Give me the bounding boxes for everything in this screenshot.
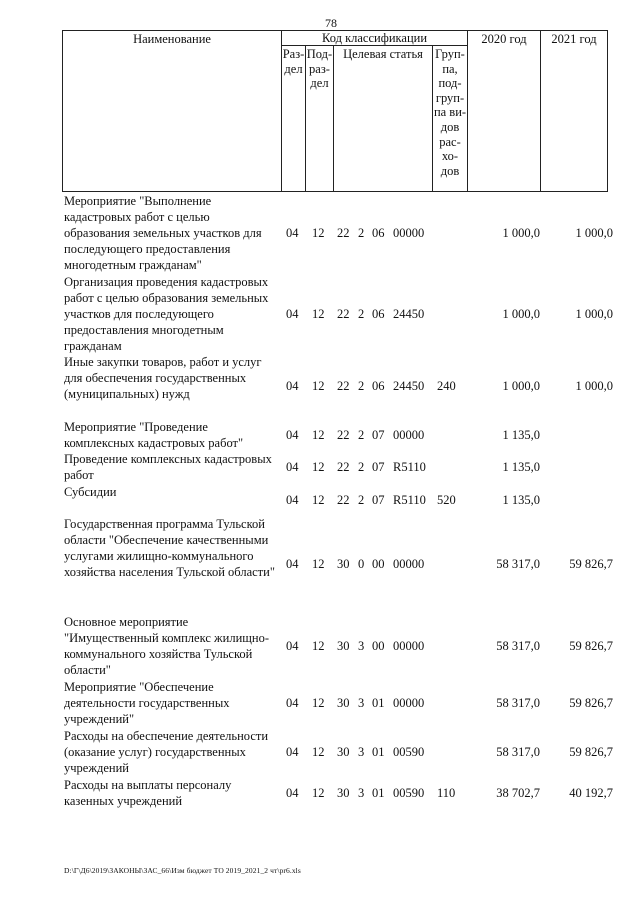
row-target-direction: 00000 (393, 639, 425, 653)
row-name: Мероприятие "Проведение комплексных кадастровых работ" (64, 420, 244, 450)
row-subsection: 12 (312, 428, 325, 442)
row-target-event: 06 (372, 379, 385, 393)
row-amount-2021: 1 000,0 (575, 307, 613, 321)
row-name: Расходы на обеспечение деятельности (оказание услуг) государственных учреждений (64, 729, 269, 775)
header-target: Целевая статья (343, 47, 423, 61)
row-name: Организация проведения кадастровых работ с целью образования земельных участков для последующего предоставления многодетным гражданам (64, 275, 269, 353)
row-amount-2021: 1 000,0 (575, 379, 613, 393)
row-target-event: 01 (372, 696, 385, 710)
row-target-program: 30 (337, 696, 350, 710)
row-amount-2020: 1 135,0 (502, 428, 540, 442)
row-target-subprogram: 2 (358, 460, 365, 474)
row-target-subprogram: 3 (358, 745, 365, 759)
row-name: Проведение комплексных кадастровых работ (64, 452, 272, 482)
row-amount-2021: 59 826,7 (569, 745, 613, 759)
row-target-event: 01 (372, 745, 385, 759)
row-section: 04 (286, 745, 299, 759)
header-divider-group (467, 30, 468, 191)
row-target-subprogram: 2 (358, 307, 365, 321)
row-name: Иные закупки товаров, работ и услуг для обеспечения государственных (муниципальных) нужд (64, 355, 262, 401)
row-target-event: 07 (372, 428, 385, 442)
row-section: 04 (286, 307, 299, 321)
row-target-event: 07 (372, 460, 385, 474)
row-amount-2021: 59 826,7 (569, 557, 613, 571)
row-name: Мероприятие "Обеспечение деятельности государственных учреждений" (64, 680, 230, 726)
row-target-program: 22 (337, 460, 350, 474)
row-name: Расходы на выплаты персоналу казенных учреждений (64, 778, 232, 808)
row-target-direction: 00000 (393, 226, 425, 240)
row-target-subprogram: 0 (358, 557, 365, 571)
row-amount-2020: 1 135,0 (502, 493, 540, 507)
row-section: 04 (286, 460, 299, 474)
row-subsection: 12 (312, 226, 325, 240)
row-target-direction: 24450 (393, 379, 425, 393)
row-amount-2020: 58 317,0 (496, 745, 540, 759)
file-path-footer: D:\Г\Д6\2019\ЗАКОНЫ\ЗАС_66\Изм бюджет ТО 2019_2021_2 чт\pr6.xls (64, 866, 301, 875)
row-amount-2020: 1 000,0 (502, 307, 540, 321)
row-target-direction: R5110 (393, 460, 426, 474)
header-year-2020: 2020 год (481, 32, 527, 46)
row-subsection: 12 (312, 745, 325, 759)
row-subsection: 12 (312, 557, 325, 571)
row-target-event: 00 (372, 639, 385, 653)
row-target-direction: R5110 (393, 493, 426, 507)
row-amount-2020: 58 317,0 (496, 557, 540, 571)
row-target-program: 22 (337, 226, 350, 240)
row-amount-2020: 58 317,0 (496, 696, 540, 710)
row-target-event: 07 (372, 493, 385, 507)
row-section: 04 (286, 379, 299, 393)
row-target-direction: 00590 (393, 745, 425, 759)
row-amount-2021: 59 826,7 (569, 696, 613, 710)
header-divider-year (540, 30, 541, 191)
row-subsection: 12 (312, 639, 325, 653)
row-section: 04 (286, 226, 299, 240)
header-subsection: Под- раз- дел (306, 47, 333, 91)
header-code-group: Код классификации (321, 31, 428, 45)
row-target-program: 30 (337, 557, 350, 571)
row-amount-2020: 58 317,0 (496, 639, 540, 653)
row-target-program: 22 (337, 428, 350, 442)
header-left-border (62, 30, 63, 191)
row-section: 04 (286, 557, 299, 571)
row-target-program: 30 (337, 745, 350, 759)
row-target-direction: 00000 (393, 557, 425, 571)
row-target-subprogram: 3 (358, 696, 365, 710)
row-target-subprogram: 3 (358, 639, 365, 653)
row-amount-2020: 1 000,0 (502, 379, 540, 393)
row-section: 04 (286, 786, 299, 800)
row-target-program: 22 (337, 493, 350, 507)
row-name: Мероприятие "Выполнение кадастровых работ с целью образования земельных участков для последующего предоставления многодетным гражданам" (64, 194, 262, 272)
header-bottom-border (62, 191, 608, 192)
row-target-program: 30 (337, 639, 350, 653)
row-subsection: 12 (312, 493, 325, 507)
row-amount-2020: 1 000,0 (502, 226, 540, 240)
row-target-subprogram: 2 (358, 226, 365, 240)
row-target-subprogram: 2 (358, 379, 365, 393)
page-number: 78 (325, 16, 337, 30)
row-target-event: 00 (372, 557, 385, 571)
row-amount-2020: 1 135,0 (502, 460, 540, 474)
row-expense-group: 240 (437, 379, 456, 393)
row-amount-2021: 1 000,0 (575, 226, 613, 240)
row-target-program: 30 (337, 786, 350, 800)
row-target-subprogram: 3 (358, 786, 365, 800)
row-target-program: 22 (337, 379, 350, 393)
row-section: 04 (286, 493, 299, 507)
row-target-direction: 00000 (393, 428, 425, 442)
header-right-border (607, 30, 608, 191)
row-target-event: 06 (372, 307, 385, 321)
header-group: Груп- па, под- груп- па ви- дов рас- хо- дов (433, 47, 467, 178)
row-subsection: 12 (312, 460, 325, 474)
row-target-subprogram: 2 (358, 428, 365, 442)
row-subsection: 12 (312, 696, 325, 710)
row-expense-group: 520 (437, 493, 456, 507)
row-target-event: 06 (372, 226, 385, 240)
row-subsection: 12 (312, 786, 325, 800)
row-subsection: 12 (312, 379, 325, 393)
row-target-subprogram: 2 (358, 493, 365, 507)
row-name: Основное мероприятие "Имущественный комплекс жилищно-коммунального хозяйства Тульской области" (64, 615, 270, 677)
row-target-direction: 00000 (393, 696, 425, 710)
row-name: Субсидии (64, 485, 117, 499)
row-target-direction: 24450 (393, 307, 425, 321)
header-divider-subsection (333, 45, 334, 191)
row-name: Государственная программа Тульской области "Обеспечение качественными услугами жилищно-коммунального хозяйства населения Тульской области" (64, 517, 275, 579)
row-target-program: 22 (337, 307, 350, 321)
header-section: Раз- дел (282, 47, 305, 76)
header-name: Наименование (133, 32, 211, 46)
row-subsection: 12 (312, 307, 325, 321)
header-year-2021: 2021 год (551, 32, 597, 46)
row-section: 04 (286, 696, 299, 710)
row-amount-2021: 59 826,7 (569, 639, 613, 653)
row-target-direction: 00590 (393, 786, 425, 800)
row-section: 04 (286, 428, 299, 442)
row-target-event: 01 (372, 786, 385, 800)
row-expense-group: 110 (437, 786, 456, 800)
row-amount-2021: 40 192,7 (569, 786, 613, 800)
row-amount-2020: 38 702,7 (496, 786, 540, 800)
row-section: 04 (286, 639, 299, 653)
